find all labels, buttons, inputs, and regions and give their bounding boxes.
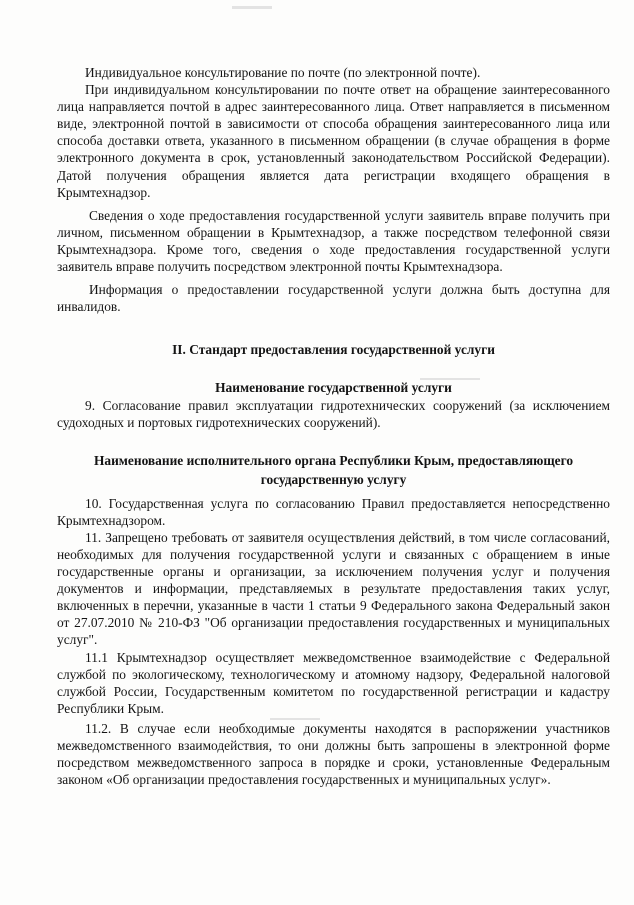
paragraph-9: 9. Согласование правил эксплуатации гидротехнических сооружений (за исключением судоходных и портовых гидротехнических сооружений). [57, 397, 610, 430]
paragraph-11-2: 11.2. В случае если необходимые документы находятся в распоряжении участников межведомственного взаимодействия, то они должны быть запрошены в электронной форме посредством межведомственного запроса в порядке и сроки, установленные Федеральным законом «Об организации предоставления государственных и муниципальных услуг». [57, 720, 610, 788]
document-body [57, 64, 610, 788]
paragraph-email-consulting-details: При индивидуальном консультировании по почте ответ на обращение заинтересованного лица направляется почтой в адрес заинтересованного лица. Ответ направляется в письменном виде, электронной почтой в зависимости от способа обращения заинтересованного лица или способа доставки ответа, указанного в письменном обращении (в случае обращения в форме электронного документа в срок, установленный законодательством Российской Федерации). Датой получения обращения является дата регистрации входящего обращения в Крымтехнадзор. [57, 82, 610, 200]
paragraph-11: 11. Запрещено требовать от заявителя осуществления действий, в том числе согласований, необходимых для получения государственной услуги и связанных с обращением в иные государственные органы и организации, за исключением получения услуг и получения документов и информации, представляемых в результате предоставления таких услуг, включенных в перечни, указанные в части 1 статьи 9 Федерального закона Федеральный закон от 27.07.2010 № 210-ФЗ "Об организации предоставления государственных и муниципальных услуг". [57, 529, 610, 648]
section-title: II. Стандарт предоставления государственной услуги [172, 342, 495, 358]
subsection-authority: Наименование исполнительного органа Республики Крым, предоставляющего государственную услугу [93, 452, 574, 487]
paragraph-11-1: 11.1 Крымтехнадзор осуществляет межведомственное взаимодействие с Федеральной службой по экологическому, технологическому и атомному надзору, Федеральной налоговой службой России, Государственным комитетом по государственной регистрации и кадастру Республики Крым. [57, 649, 610, 716]
scan-artifact [232, 6, 272, 9]
subsection-service-name: Наименование государственной услуги [215, 380, 452, 396]
paragraph-10: 10. Государственная услуга по согласованию Правил предоставляется непосредственно Крымтехнадзором. [57, 495, 610, 528]
paragraph-email-consulting: Индивидуальное консультирование по почте (по электронной почте). [85, 65, 481, 80]
paragraph-service-progress: Сведения о ходе предоставления государственной услуги заявитель вправе получить при личном, письменном обращении в Крымтехнадзор, а также посредством телефонной связи Крымтехнадзора. Кроме того, сведения о ходе предоставления государственной услуги заявитель вправе получить посредством электронной почты Крымтехнадзора. [57, 207, 610, 275]
paragraph-accessibility: Информация о предоставлении государственной услуги должна быть доступна для инвалидов. [57, 282, 610, 315]
